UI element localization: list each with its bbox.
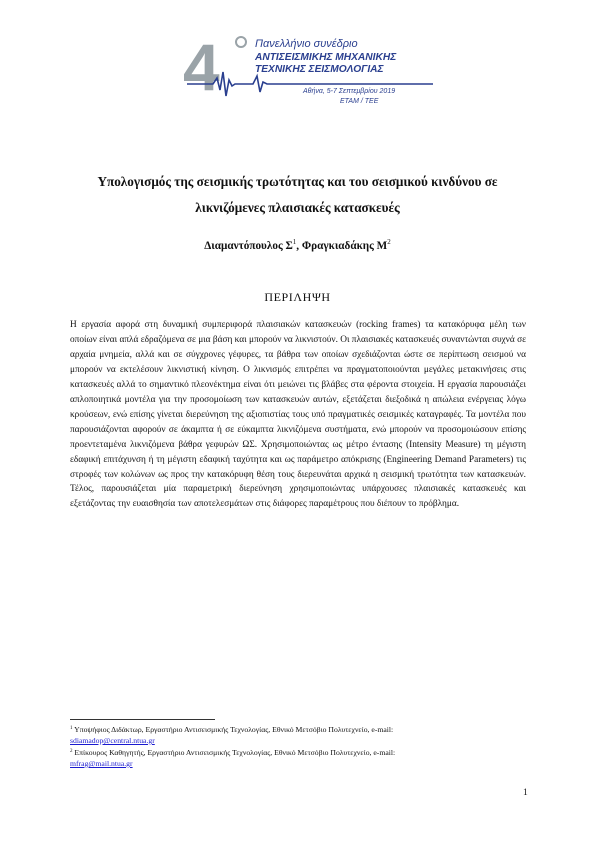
logo-numeral: 4 [183,30,220,104]
logo-date-place: Αθήνα, 5-7 Σεπτεμβρίου 2019 [303,88,396,95]
email-link[interactable]: mfrag@mail.ntua.gr [70,759,133,768]
author-name: Φραγκιαδάκης Μ [301,240,388,252]
author-separator: , [296,240,302,252]
footnote-mark: 1 [292,238,297,246]
abstract-heading: ΠΕΡΙΛΗΨΗ [264,290,331,304]
logo-title-line1: ΑΝΤΙΣΕΙΣΜΙΚΗΣ ΜΗΧΑΝΙΚΗΣ [255,52,397,63]
page-number: 1 [523,788,528,798]
abstract-body: Η εργασία αφορά στη δυναμική συμπεριφορά πλαισιακών κατασκευών (rocking frames) τα κατακόρυφα μέλη των οποίων είναι απλά εδραζόμενα σε μια βάση και μπορούν να λικνιστούν. Οι πλαισιακές κατασκευές συναντώνται συχνά σε αρχαία μνημεία, αλλά και σε σύγχρονες γέφυρες, τα βάθρα των οποίων σχεδιάζονται ώστε σε περίπτωση σεισμού να μπορούν να εκτελέσουν λικνιστική κίνηση. Ο λικνισμός επιτρέπει να πραγματοποιούνται μεγάλες μετακινήσεις στις κατασκευές αλλά το σημαντικό πλεονέκτημα είναι ότι μειώνει τις βλάβες στα φέροντα στοιχεία. Η εργασία παρουσιάζει απλοποιητικά μοντέλα για την προσομοίωση των κατασκευών αυτών, εξετάζεται διεξοδικά η απώλεια ενέργειας λόγω κρούσεων, ενώ επίσης γίνεται διερεύνηση της αξιοπιστίας τους υπό πραγματικές σεισμικές καταγραφές. Τα μοντέλα που παρουσιάζονται αφορούν σε άκαμπτα ή σε εύκαμπτα λικνιζόμενα συστήματα, ενώ μπορούν να προσομοιώσουν επίσης προεντεταμένα λικνιζόμενα βάθρα γεφυρών ΩΣ. Χρησιμοποιώντας ως μέτρο έντασης (Intensity Measure) τη μέγιστη εδαφική επιτάχυνση ή τη μέγιστη εδαφική ταχύτητα και ως παράμετρο απόκρισης (Engineering Demand Parameters) τις στροφές των κολώνων ως προς την κατακόρυφη θέση τους διερευνάται αρχικά η σεισμική τρωτότητα των κατασκευών. Τέλος, παρουσιάζεται μία παραμετρική διερεύνηση χρησιμοποιώντας υπάρχουσες πλαισιακές κατασκευές και εξετάζοντας την ευαισθησία των αποτελεσμάτων στις διάφορες παραμέτρους που διέπουν το πρόβλημα. [70,320,526,510]
email-link[interactable]: sdiamadop@central.ntua.gr [70,736,155,745]
footnote-divider [70,719,215,720]
logo-title-line2: ΤΕΧΝΙΚΗΣ ΣΕΙΣΜΟΛΟΓΙΑΣ [255,64,384,75]
footnote-mark: 1 [70,726,73,731]
logo-degree-ring [236,37,246,47]
author-name: Διαμαντόπουλος Σ [204,240,293,252]
footnote [70,746,530,769]
paper-title-line2: λικνιζόμενες πλαισιακές κατασκευές [195,200,400,215]
logo-organizers: ETAM / TEE [340,98,379,105]
footnote-text: Επίκουρος Καθηγητής, Εργαστήριο Αντισεισμικής Τεχνολογίας, Εθνικό Μετσόβιο Πολυτεχνείο, e-mail: [74,748,396,757]
footnote [70,723,530,746]
paper-title-line1: Υπολογισμός της σεισμικής τρωτότητας και του σεισμικού κινδύνου σε [97,174,498,189]
footnote-mark: 2 [387,238,391,246]
conference-logo [183,26,433,120]
logo-subtitle: Πανελλήνιο συνέδριο [255,38,358,50]
author-list [55,238,540,252]
footnote-text: Υποψήφιος Διδάκτωρ, Εργαστήριο Αντισεισμικής Τεχνολογίας, Εθνικό Μετσόβιο Πολυτεχνείο, e-mail: [74,725,394,734]
footnote-mark: 2 [70,749,73,754]
